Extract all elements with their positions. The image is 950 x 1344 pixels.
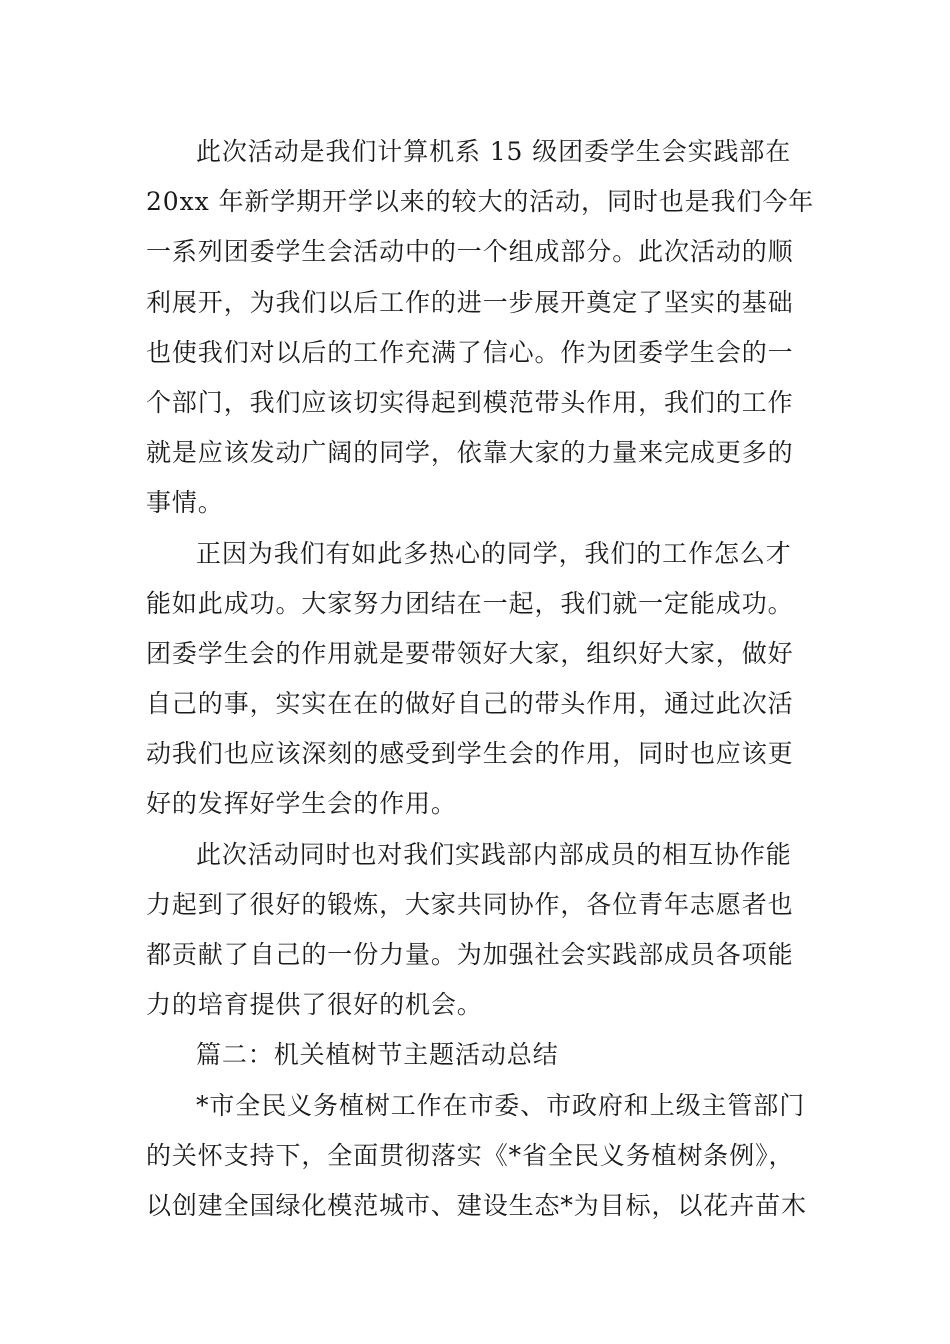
text-line: 也使我们对以后的工作充满了信心。作为团委学生会的一 <box>146 337 794 367</box>
text-line: 20xx 年新学期开学以来的较大的活动，同时也是我们今年 <box>146 187 815 217</box>
text-line: 都贡献了自己的一份力量。为加强社会实践部成员各项能 <box>146 940 794 969</box>
text-line: 正因为我们有如此多热心的同学，我们的工作怎么才 <box>196 538 792 568</box>
text-line: 力起到了很好的锻炼，大家共同协作，各位青年志愿者也 <box>146 889 794 919</box>
text-line: 利展开，为我们以后工作的进一步展开奠定了坚实的基础 <box>146 287 794 317</box>
document-body <box>146 127 816 1231</box>
text-line: 就是应该发动广阔的同学，依靠大家的力量来完成更多的 <box>146 438 794 468</box>
text-line: 动我们也应该深刻的感受到学生会的作用，同时也应该更 <box>146 739 794 769</box>
text-line: 一系列团委学生会活动中的一个组成部分。此次活动的顺 <box>146 237 794 267</box>
text-line: 好的发挥好学生会的作用。 <box>146 789 457 819</box>
text-line: 的关怀支持下，全面贯彻落实《*省全民义务植树条例》， <box>146 1140 795 1170</box>
text-line: 自己的事，实实在在的做好自己的带头作用，通过此次活 <box>146 689 794 719</box>
text-line: 此次活动同时也对我们实践部内部成员的相互协作能 <box>196 839 792 869</box>
text-line: 团委学生会的作用就是要带领好大家，组织好大家，做好 <box>146 638 794 668</box>
text-line: *市全民义务植树工作在市委、市政府和上级主管部门 <box>196 1090 806 1120</box>
text-line: 能如此成功。大家努力团结在一起，我们就一定能成功。 <box>146 588 794 618</box>
text-line: 力的培育提供了很好的机会。 <box>146 990 483 1020</box>
text-line: 以创建全国绿化模范城市、建设生态*为目标，以花卉苗木 <box>146 1190 807 1220</box>
text-line: 事情。 <box>146 488 224 518</box>
text-line: 个部门，我们应该切实得起到模范带头作用，我们的工作 <box>146 387 794 417</box>
section-heading: 篇二：机关植树节主题活动总结 <box>196 1040 559 1070</box>
text-line: 此次活动是我们计算机系 15 级团委学生会实践部在 <box>196 137 792 166</box>
